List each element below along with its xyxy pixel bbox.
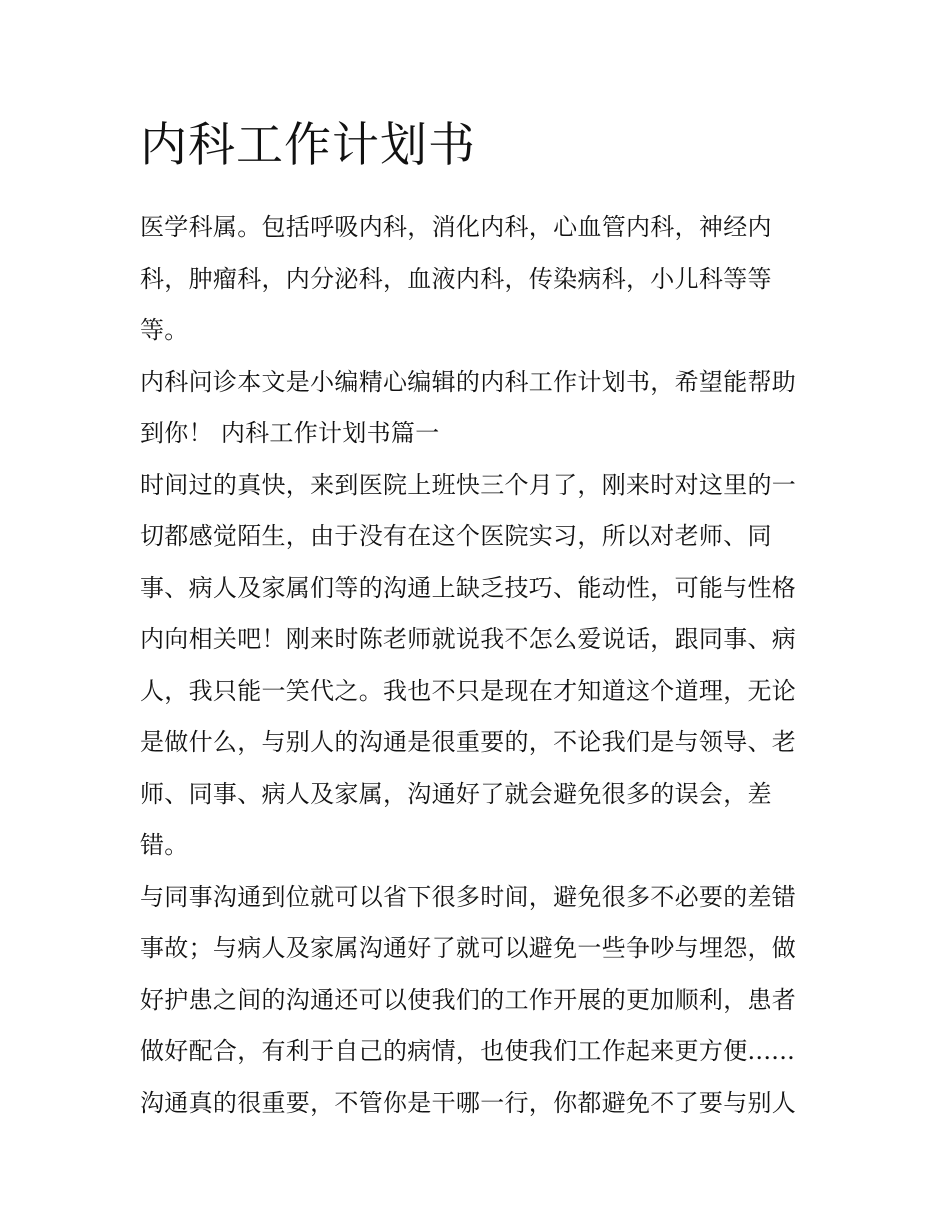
document-content <box>140 112 820 1129</box>
paragraph-intro: 医学科属。包括呼吸内科，消化内科，心血管内科，神经内科，肿瘤科，内分泌科，血液内科，传染病科，小儿科等等等。 <box>140 213 772 344</box>
paragraph-summary: 内科问诊本文是小编精心编辑的内科工作计划书，希望能帮助到你！ 内科工作计划书篇一 <box>140 367 797 447</box>
document-title: 内科工作计划书 <box>140 118 476 173</box>
paragraph-body-3: 沟通真的很重要，不管你是干哪一行，你都避免不了要与别人 <box>140 1088 797 1117</box>
paragraph-body-2: 与同事沟通到位就可以省下很多时间，避免很多不必要的差错事故；与病人及家属沟通好了就可以避免一些争吵与埋怨，做好护患之间的沟通还可以使我们的工作开展的更加顺利，患者做好配合，有利于自己的病情，也使我们工作起来更方便...... <box>140 882 797 1065</box>
paragraph-body-1: 时间过的真快，来到医院上班快三个月了，刚来时对这里的一切都感觉陌生，由于没有在这个医院实习，所以对老师、同事、病人及家属们等的沟通上缺乏技巧、能动性，可能与性格内向相关吧！刚来时陈老师就说我不怎么爱说话，跟同事、病人，我只能一笑代之。我也不只是现在才知道这个道理，无论是做什么，与别人的沟通是很重要的，不论我们是与领导、老师、同事、病人及家属，沟通好了就会避免很多的误会，差错。 <box>140 470 797 859</box>
